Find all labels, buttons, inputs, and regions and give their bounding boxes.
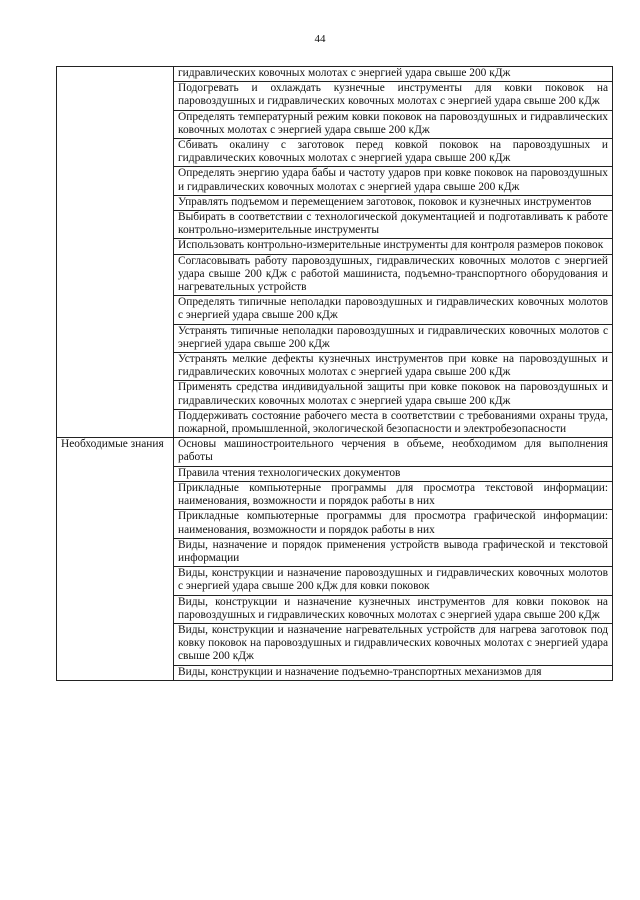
requirement-cell: гидравлических ковочных молотах с энергией удара свыше 200 кДж	[174, 67, 613, 82]
requirement-cell: Прикладные компьютерные программы для просмотра текстовой информации: наименования, возможности и порядок работы в них	[174, 481, 613, 509]
requirement-cell: Использовать контрольно-измерительные инструменты для контроля размеров поковок	[174, 239, 613, 254]
requirement-cell: Устранять мелкие дефекты кузнечных инструментов при ковке на паровоздушных и гидравлических ковочных молотах с энергией удара свыше 200 кДж	[174, 353, 613, 381]
requirement-cell: Применять средства индивидуальной защиты при ковке поковок на паровоздушных и гидравлических ковочных молотах с энергией удара свыше 200 кДж	[174, 381, 613, 409]
requirement-cell: Виды, конструкции и назначение подъемно-транспортных механизмов для	[174, 665, 613, 680]
requirement-cell: Устранять типичные неполадки паровоздушных и гидравлических ковочных молотов с энергией удара свыше 200 кДж	[174, 324, 613, 352]
requirement-cell: Выбирать в соответствии с технологической документацией и подготавливать к работе контрольно-измерительные инструменты	[174, 211, 613, 239]
requirement-cell: Сбивать окалину с заготовок перед ковкой поковок на паровоздушных и гидравлических ковочных молотах с энергией удара свыше 200 кДж	[174, 139, 613, 167]
requirements-table	[56, 66, 613, 681]
table-body	[57, 67, 613, 681]
requirement-cell: Определять температурный режим ковки поковок на паровоздушных и гидравлических ковочных молотах с энергией удара свыше 200 кДж	[174, 110, 613, 138]
requirement-cell: Определять типичные неполадки паровоздушных и гидравлических ковочных молотов с энергией удара свыше 200 кДж	[174, 296, 613, 324]
requirement-cell: Определять энергию удара бабы и частоту ударов при ковке поковок на паровоздушных и гидравлических ковочных молотах с энергией удара свыше 200 кДж	[174, 167, 613, 195]
requirement-cell: Согласовывать работу паровоздушных, гидравлических ковочных молотов с энергией удара свыше 200 кДж с работой машиниста, подъемно-транспортного оборудования и нагревательных устройств	[174, 254, 613, 296]
page-number: 44	[314, 33, 326, 45]
requirement-cell: Виды, назначение и порядок применения устройств вывода графической и текстовой информации	[174, 538, 613, 566]
requirement-cell: Подогревать и охлаждать кузнечные инструменты для ковки поковок на паровоздушных и гидравлических ковочных молотах с энергией удара свыше 200 кДж	[174, 82, 613, 110]
section-label-cell	[57, 438, 174, 680]
requirement-cell: Виды, конструкции и назначение нагревательных устройств для нагрева заготовок под ковку поковок на паровоздушных и гидравлических ковочных молотах с энергией удара свыше 200 кДж	[174, 623, 613, 665]
requirement-cell: Виды, конструкции и назначение паровоздушных и гидравлических ковочных молотов с энергией удара свыше 200 кДж для ковки поковок	[174, 567, 613, 595]
requirement-cell: Основы машиностроительного черчения в объеме, необходимом для выполнения работы	[174, 438, 613, 466]
requirement-cell: Правила чтения технологических документов	[174, 466, 613, 481]
requirement-cell: Поддерживать состояние рабочего места в соответствии с требованиями охраны труда, пожарной, промышленной, экологической безопасности и электробезопасности	[174, 409, 613, 437]
requirement-cell: Прикладные компьютерные программы для просмотра графической информации: наименования, возможности и порядок работы в них	[174, 510, 613, 538]
requirement-cell: Виды, конструкции и назначение кузнечных инструментов для ковки поковок на паровоздушных и гидравлических ковочных молотах с энергией удара свыше 200 кДж	[174, 595, 613, 623]
section-label: Необходимые знания	[61, 438, 164, 451]
table-row	[57, 438, 613, 466]
table-row	[57, 67, 613, 82]
requirement-cell: Управлять подъемом и перемещением заготовок, поковок и кузнечных инструментов	[174, 195, 613, 210]
section-label-cell	[57, 67, 174, 438]
